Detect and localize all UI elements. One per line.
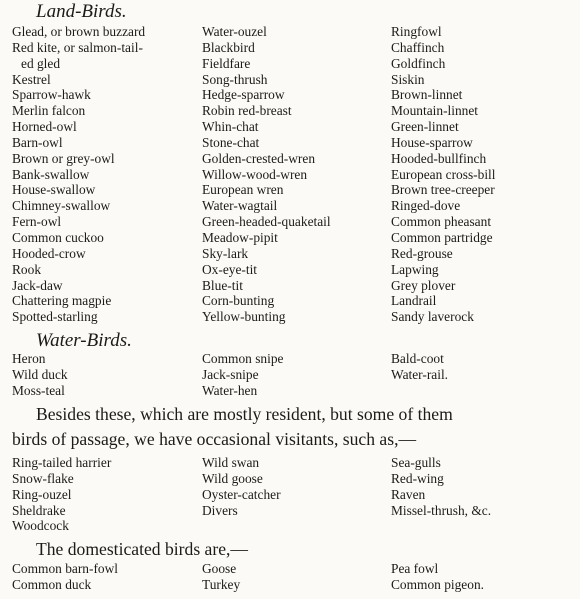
bird-name: Barn-owl [12, 134, 63, 150]
bird-name: Water-rail. [391, 366, 449, 382]
visitant-birds-list [12, 455, 578, 534]
bird-name: Moss-teal [12, 382, 65, 398]
bird-name: Brown-linnet [391, 87, 463, 103]
bird-name: Jack-snipe [202, 366, 259, 382]
bird-name: Blackbird [202, 39, 255, 55]
bird-name: Grey plover [391, 277, 456, 293]
bird-name: Sky-lark [202, 245, 249, 261]
bird-name: Raven [391, 486, 426, 502]
bird-name: Bank-swallow [12, 166, 90, 182]
bird-name: Siskin [391, 71, 425, 87]
bird-name: Sparrow-hawk [12, 87, 91, 103]
bird-name: Willow-wood-wren [202, 166, 308, 182]
bird-name: Chaffinch [391, 39, 445, 55]
bird-name: Ringfowl [391, 24, 442, 39]
bird-name: Green-linnet [391, 119, 459, 135]
bird-name: Brown or grey-owl [12, 150, 115, 166]
paragraph-line: birds of passage, we have occasional visitants, such as,— [12, 429, 417, 449]
bird-name [391, 518, 578, 534]
bird-name: Chattering magpie [12, 293, 112, 309]
bird-name: Lapwing [391, 261, 439, 277]
bird-name [391, 383, 578, 399]
bird-name: House-sparrow [391, 134, 473, 150]
bird-name: Goldfinch [391, 55, 446, 71]
bird-name: Red-wing [391, 470, 444, 486]
bird-name: Red kite, or salmon-tail- [12, 39, 143, 55]
bird-name: Divers [202, 502, 238, 518]
bird-name: Sea-gulls [391, 455, 441, 470]
bird-name: Goose [202, 561, 237, 576]
bird-name: Wild goose [202, 470, 263, 486]
domestic-birds-list [12, 561, 578, 593]
bird-name: Ox-eye-tit [202, 261, 258, 277]
bird-name: House-swallow [12, 182, 96, 198]
domestic-birds-lead: The domesticated birds are,— [36, 539, 249, 559]
bird-name: Common pigeon. [391, 576, 484, 592]
bird-name: Golden-crested-wren [202, 150, 316, 166]
bird-name: Water-ouzel [202, 24, 267, 39]
water-birds-list [12, 351, 578, 399]
bird-name: Missel-thrush, &c. [391, 502, 492, 518]
bird-name: Water-hen [202, 382, 258, 398]
bird-name: Landrail [391, 293, 437, 309]
bird-name: Common partridge [391, 229, 493, 245]
bird-name: Corn-bunting [202, 293, 275, 309]
bird-name: Wild swan [202, 455, 260, 470]
bird-name: Fieldfare [202, 55, 251, 71]
bird-name: Common snipe [202, 351, 284, 366]
bird-name: Sandy laverock [391, 309, 474, 325]
bird-name: ed gled [21, 55, 61, 71]
water-birds-heading: Water-Birds. [36, 330, 132, 351]
bird-name: Yellow-bunting [202, 309, 286, 325]
bird-name: Jack-daw [12, 277, 63, 293]
bird-name: Common barn-fowl [12, 561, 118, 576]
bird-name: Ringed-dove [391, 198, 461, 214]
bird-name: Common pheasant [391, 214, 492, 230]
bird-name: Wild duck [12, 366, 68, 382]
visitants-paragraph [12, 402, 578, 452]
bird-name: Ring-tailed harrier [12, 455, 112, 470]
bird-name: Common cuckoo [12, 229, 104, 245]
bird-name: Horned-owl [12, 119, 77, 135]
bird-name: Hedge-sparrow [202, 87, 285, 103]
bird-name: Heron [12, 351, 46, 366]
bird-name: Red-grouse [391, 245, 453, 261]
bird-name: Whin-chat [202, 119, 259, 135]
bird-name: Bald-coot [391, 351, 444, 366]
bird-name: Hooded-bullfinch [391, 150, 487, 166]
bird-name: Glead, or brown buzzard [12, 24, 146, 39]
bird-name: Sheldrake [12, 502, 66, 518]
bird-name: Hooded-crow [12, 245, 86, 261]
bird-name: Stone-chat [202, 134, 260, 150]
bird-name: Green-headed-quaketail [202, 214, 331, 230]
bird-name: Robin red-breast [202, 103, 292, 119]
bird-name: Snow-flake [12, 470, 74, 486]
bird-name: European cross-bill [391, 166, 496, 182]
bird-name: Spotted-starling [12, 309, 98, 325]
bird-name: Ring-ouzel [12, 486, 72, 502]
bird-name: Pea fowl [391, 561, 439, 576]
bird-name: Blue-tit [202, 277, 243, 293]
bird-name: Song-thrush [202, 71, 268, 87]
bird-name: Common duck [12, 576, 92, 592]
bird-name: Brown tree-creeper [391, 182, 495, 198]
bird-name: Water-wagtail [202, 198, 278, 214]
bird-name: Oyster-catcher [202, 486, 281, 502]
land-birds-list [12, 24, 578, 325]
land-birds-heading: Land-Birds. [36, 1, 127, 22]
bird-name: Chimney-swallow [12, 198, 111, 214]
bird-name: Mountain-linnet [391, 103, 479, 119]
bird-name: Rook [12, 261, 42, 277]
bird-name: Fern-owl [12, 214, 62, 230]
bird-name [202, 518, 391, 534]
bird-name: Woodcock [12, 518, 69, 534]
bird-name: Meadow-pipit [202, 229, 278, 245]
bird-name: European wren [202, 182, 284, 198]
bird-name: Kestrel [12, 71, 51, 87]
bird-name: Turkey [202, 576, 241, 592]
bird-name: Merlin falcon [12, 103, 86, 119]
paragraph-line: Besides these, which are mostly resident, but some of them [36, 404, 453, 424]
